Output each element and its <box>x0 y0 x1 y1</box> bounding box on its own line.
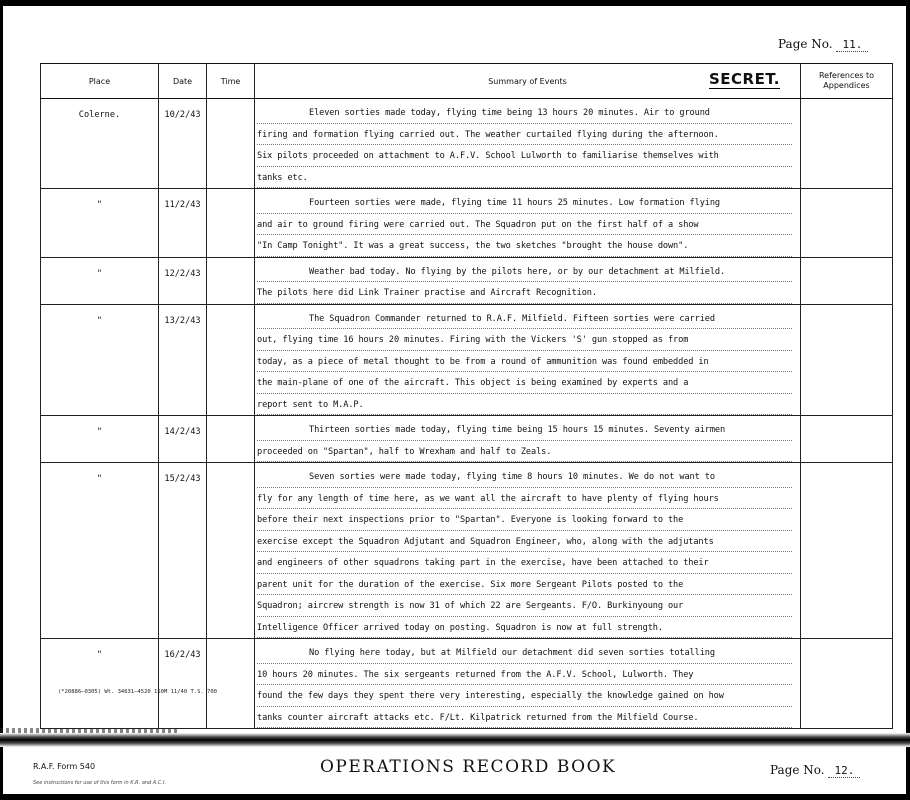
entry-references <box>801 189 893 258</box>
entry-place: " <box>41 304 159 416</box>
entry-row <box>41 99 893 189</box>
summary-line: Intelligence Officer arrived today on posting. Squadron is now at full strength. <box>257 617 792 639</box>
entry-date: 11/2/43 <box>159 189 207 258</box>
entry-time <box>207 257 255 304</box>
summary-line: Seven sorties were made today, flying time 8 hours 10 minutes. We do not want to <box>257 466 792 488</box>
book-title: OPERATIONS RECORD BOOK <box>320 757 617 777</box>
entry-summary <box>255 416 801 463</box>
summary-line: Fourteen sorties were made, flying time 11 hours 25 minutes. Low formation flying <box>257 192 792 214</box>
entry-references <box>801 463 893 639</box>
summary-line: and air to ground firing were carried out. The Squadron put on the first half of a show <box>257 214 792 236</box>
entry-time <box>207 463 255 639</box>
summary-line: before their next inspections prior to "Spartan". Everyone is looking forward to the <box>257 509 792 531</box>
column-header-references: References to Appendices <box>801 64 893 99</box>
entry-place: Colerne. <box>41 99 159 189</box>
entry-row <box>41 304 893 416</box>
entry-row <box>41 257 893 304</box>
summary-line: tanks counter aircraft attacks etc. F/Lt. Kilpatrick returned from the Milfield Course. <box>257 707 792 729</box>
page-number-top <box>778 37 868 51</box>
summary-line: "In Camp Tonight". It was a great success, the two sketches "brought the house down". <box>257 235 792 257</box>
entry-place: " <box>41 639 159 729</box>
table-header-row <box>41 64 893 99</box>
operations-record-table <box>40 63 893 729</box>
page-separator <box>0 733 910 747</box>
form-number: R.A.F. Form 540 <box>33 762 96 771</box>
entry-row <box>41 416 893 463</box>
summary-line: and engineers of other squadrons taking part in the exercise, have been attached to their <box>257 552 792 574</box>
entry-place: " <box>41 257 159 304</box>
summary-line: The Squadron Commander returned to R.A.F. Milfield. Fifteen sorties were carried <box>257 308 792 330</box>
entry-summary <box>255 304 801 416</box>
page-number-bottom-value: 12. <box>828 764 860 778</box>
entry-references <box>801 416 893 463</box>
entry-row <box>41 463 893 639</box>
summary-line: tanks etc. <box>257 167 792 189</box>
summary-line: Eleven sorties made today, flying time being 13 hours 20 minutes. Air to ground <box>257 102 792 124</box>
summary-line: Weather bad today. No flying by the pilots here, or by our detachment at Milfield. <box>257 261 792 283</box>
summary-line: the main-plane of one of the aircraft. This object is being examined by experts and a <box>257 372 792 394</box>
summary-line: out, flying time 16 hours 20 minutes. Firing with the Vickers 'S' gun stopped as from <box>257 329 792 351</box>
scan-edge-top <box>0 0 910 6</box>
summary-line: fly for any length of time here, as we want all the aircraft to have plenty of flying hours <box>257 488 792 510</box>
entry-time <box>207 304 255 416</box>
entry-date: 12/2/43 <box>159 257 207 304</box>
entry-summary <box>255 639 801 729</box>
entry-summary <box>255 189 801 258</box>
entry-row <box>41 189 893 258</box>
print-code: (*20886—0305) Wt. 34631—4520 150M 11/40 T.S. 700 <box>58 689 217 695</box>
entry-time <box>207 416 255 463</box>
page-number-value: 11. <box>836 38 868 52</box>
entry-date: 15/2/43 <box>159 463 207 639</box>
entry-place: " <box>41 189 159 258</box>
scan-edge-bottom <box>0 794 910 800</box>
column-header-time: Time <box>207 64 255 99</box>
column-header-summary <box>255 64 801 99</box>
summary-line: found the few days they spent there very interesting, especially the knowledge gained on how <box>257 685 792 707</box>
summary-line: today, as a piece of metal thought to be from a round of ammunition was found embedded in <box>257 351 792 373</box>
entry-references <box>801 99 893 189</box>
summary-line: exercise except the Squadron Adjutant and Squadron Engineer, who, along with the adjutants <box>257 531 792 553</box>
summary-line: Squadron; aircrew strength is now 31 of which 22 are Sergeants. F/O. Burkinyoung our <box>257 595 792 617</box>
summary-line: firing and formation flying carried out. The weather curtailed flying during the afternoon. <box>257 124 792 146</box>
entry-time <box>207 639 255 729</box>
entry-summary <box>255 257 801 304</box>
page-number-bottom <box>770 763 860 777</box>
entry-date: 16/2/43 <box>159 639 207 729</box>
entry-summary <box>255 99 801 189</box>
page-label: Page No. <box>778 37 833 51</box>
column-header-date: Date <box>159 64 207 99</box>
entry-time <box>207 189 255 258</box>
summary-line: Six pilots proceeded on attachment to A.F.V. School Lulworth to familiarise themselves with <box>257 145 792 167</box>
entry-references <box>801 257 893 304</box>
entries-body <box>41 99 893 729</box>
entry-place: " <box>41 416 159 463</box>
entry-row <box>41 639 893 729</box>
summary-line: proceeded on "Spartan", half to Wrexham and half to Zeals. <box>257 441 792 463</box>
entry-place: " <box>41 463 159 639</box>
secret-stamp: SECRET. <box>708 70 780 88</box>
form-note: See instructions for use of this form in K.R. and A.C.I. <box>33 780 167 786</box>
entry-summary <box>255 463 801 639</box>
summary-line: The pilots here did Link Trainer practise and Aircraft Recognition. <box>257 282 792 304</box>
summary-line: No flying here today, but at Milfield our detachment did seven sorties totalling <box>257 642 792 664</box>
entry-references <box>801 639 893 729</box>
page-label-bottom: Page No. <box>770 763 825 777</box>
summary-line: report sent to M.A.P. <box>257 394 792 416</box>
entry-date: 13/2/43 <box>159 304 207 416</box>
entry-date: 10/2/43 <box>159 99 207 189</box>
summary-line: Thirteen sorties made today, flying time being 15 hours 15 minutes. Seventy airmen <box>257 419 792 441</box>
summary-header-label: Summary of Events <box>488 76 567 86</box>
summary-line: parent unit for the duration of the exercise. Six more Sergeant Pilots posted to the <box>257 574 792 596</box>
summary-line: 10 hours 20 minutes. The six sergeants returned from the A.F.V. School, Lulworth. They <box>257 664 792 686</box>
column-header-place: Place <box>41 64 159 99</box>
entry-references <box>801 304 893 416</box>
entry-time <box>207 99 255 189</box>
entry-date: 14/2/43 <box>159 416 207 463</box>
